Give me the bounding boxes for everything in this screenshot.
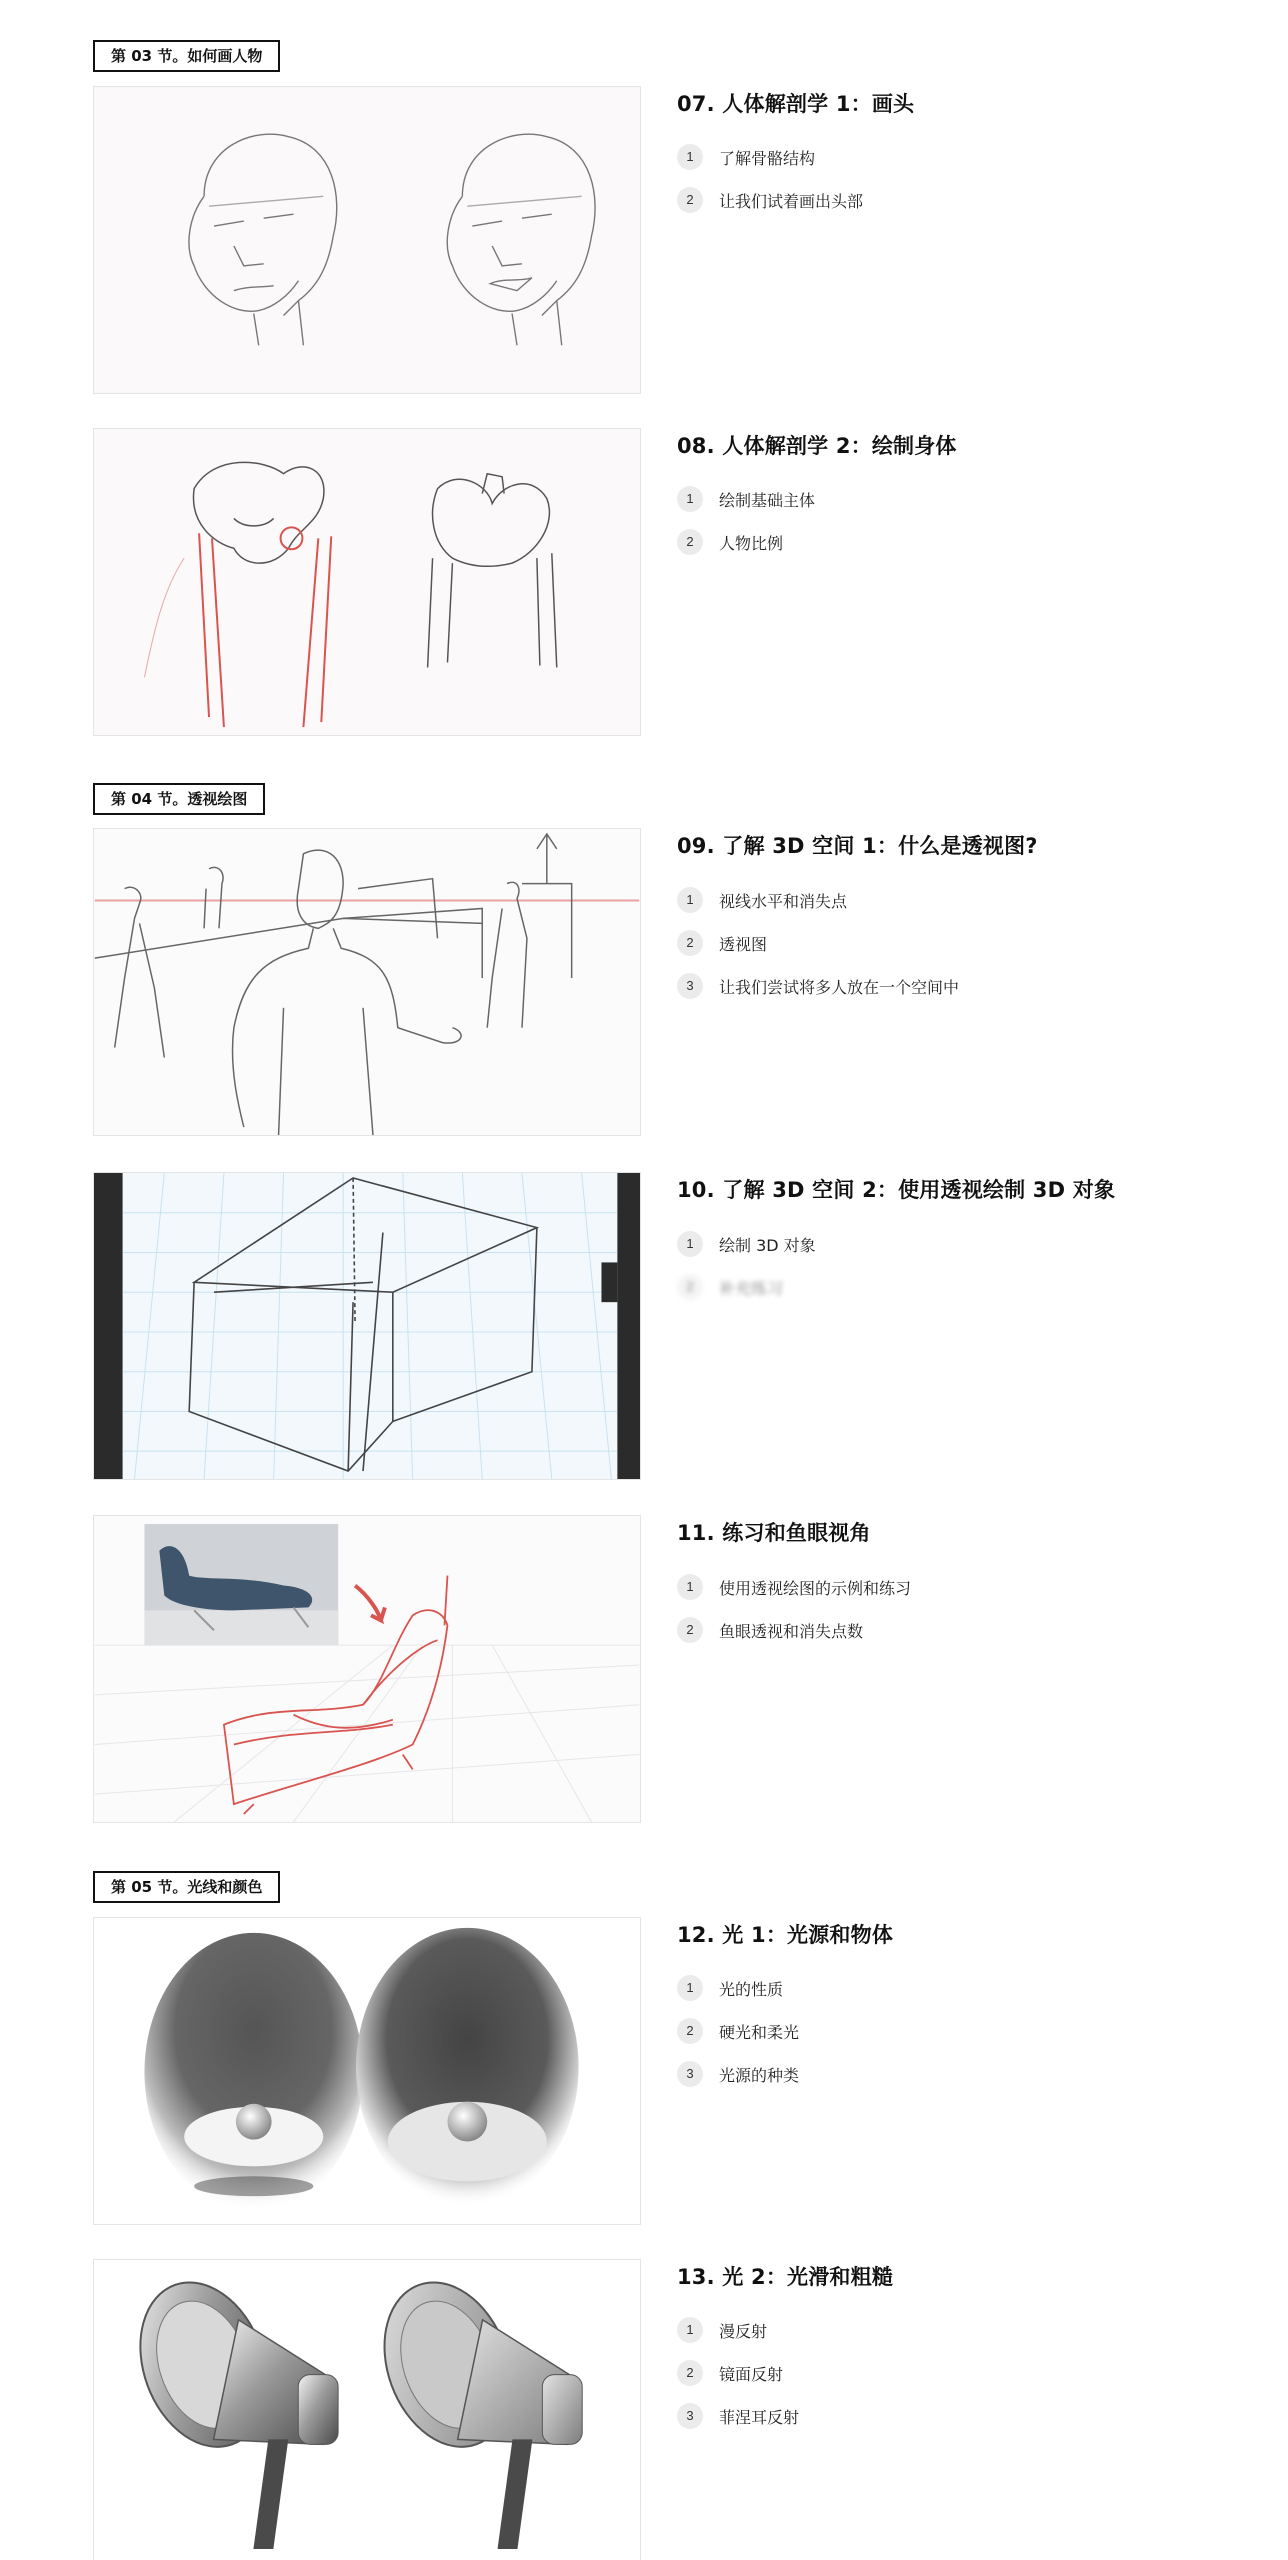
lesson-11-thumbnail[interactable] [93,1515,641,1823]
lesson-11-title[interactable]: 11. 练习和鱼眼视角 [677,1521,871,1545]
lesson-12-item-2 [677,2017,799,2045]
item-number-badge: 2 [677,187,703,213]
lesson-10-item-2 [677,1273,783,1301]
item-text: 光源的种类 [719,2065,800,2085]
lesson-07-thumbnail[interactable] [93,86,641,394]
section-tag-05: 第 05 节。光线和颜色 [93,1871,280,1903]
lesson-13-item-3 [677,2402,799,2430]
lesson-08-item-2 [677,528,783,556]
lesson-11-item-1 [677,1573,911,1601]
item-text: 硬光和柔光 [719,2022,800,2042]
lesson-12-thumbnail[interactable] [93,1917,641,2225]
item-text: 光的性质 [719,1979,784,1999]
pelvis-sketch-image [94,429,640,735]
lesson-08-item-1 [677,485,815,513]
3d-box-perspective-image [94,1173,640,1479]
item-text: 了解骨骼结构 [719,148,816,168]
item-number-badge: 2 [677,1274,703,1300]
item-number-badge: 2 [677,1617,703,1643]
item-number-badge: 1 [677,486,703,512]
lesson-13-thumbnail[interactable] [93,2259,641,2560]
lesson-09-item-2 [677,929,767,957]
lesson-09-item-3 [677,972,959,1000]
item-number-badge: 2 [677,2360,703,2386]
item-number-badge: 3 [677,2061,703,2087]
lesson-13-item-1 [677,2316,767,2344]
item-text: 让我们尝试将多人放在一个空间中 [719,977,960,997]
item-text: 漫反射 [719,2321,768,2341]
item-text: 菲涅耳反射 [719,2407,800,2427]
item-number-badge: 1 [677,144,703,170]
lesson-12-title[interactable]: 12. 光 1：光源和物体 [677,1923,894,1947]
item-text: 人物比例 [719,533,784,553]
item-text: 镜面反射 [719,2364,784,2384]
lesson-07-title[interactable]: 07. 人体解剖学 1：画头 [677,92,915,116]
item-number-badge: 2 [677,2018,703,2044]
lesson-10-thumbnail[interactable] [93,1172,641,1480]
head-sketch-image [94,87,640,393]
item-number-badge: 3 [677,2403,703,2429]
lesson-12-item-1 [677,1974,783,2002]
lesson-10-title[interactable]: 10. 了解 3D 空间 2：使用透视绘制 3D 对象 [677,1178,1116,1202]
chair-perspective-sketch-image [94,1516,640,1822]
item-text: 绘制基础主体 [719,490,816,510]
item-number-badge: 1 [677,887,703,913]
lesson-09-item-1 [677,886,847,914]
item-text: 视线水平和消失点 [719,891,848,911]
section-tag-03: 第 03 节。如何画人物 [93,40,280,72]
megaphone-render-image [94,2260,640,2560]
lesson-07-item-2 [677,186,863,214]
item-number-badge: 1 [677,1574,703,1600]
item-number-badge: 1 [677,1975,703,2001]
lesson-07-item-1 [677,143,815,171]
lesson-13-item-2 [677,2359,783,2387]
item-number-badge: 1 [677,2317,703,2343]
item-text: 鱼眼透视和消失点数 [719,1621,864,1641]
lesson-13-title[interactable]: 13. 光 2：光滑和粗糙 [677,2265,894,2289]
lesson-09-title[interactable]: 09. 了解 3D 空间 1：什么是透视图? [677,834,1038,858]
light-sphere-render-image [94,1918,640,2224]
perspective-people-sketch-image [94,829,640,1135]
item-number-badge: 1 [677,1231,703,1257]
item-number-badge: 3 [677,973,703,999]
item-text: 使用透视绘图的示例和练习 [719,1578,912,1598]
item-text: 让我们试着画出头部 [719,191,864,211]
item-number-badge: 2 [677,930,703,956]
item-number-badge: 2 [677,529,703,555]
lesson-10-item-1 [677,1230,816,1258]
item-text: 绘制 3D 对象 [719,1235,816,1255]
item-text: 补充练习 [719,1278,784,1298]
item-text: 透视图 [719,934,768,954]
lesson-12-item-3 [677,2060,799,2088]
lesson-11-item-2 [677,1616,863,1644]
lesson-08-title[interactable]: 08. 人体解剖学 2：绘制身体 [677,434,957,458]
lesson-09-thumbnail[interactable] [93,828,641,1136]
section-tag-04: 第 04 节。透视绘图 [93,783,265,815]
lesson-08-thumbnail[interactable] [93,428,641,736]
